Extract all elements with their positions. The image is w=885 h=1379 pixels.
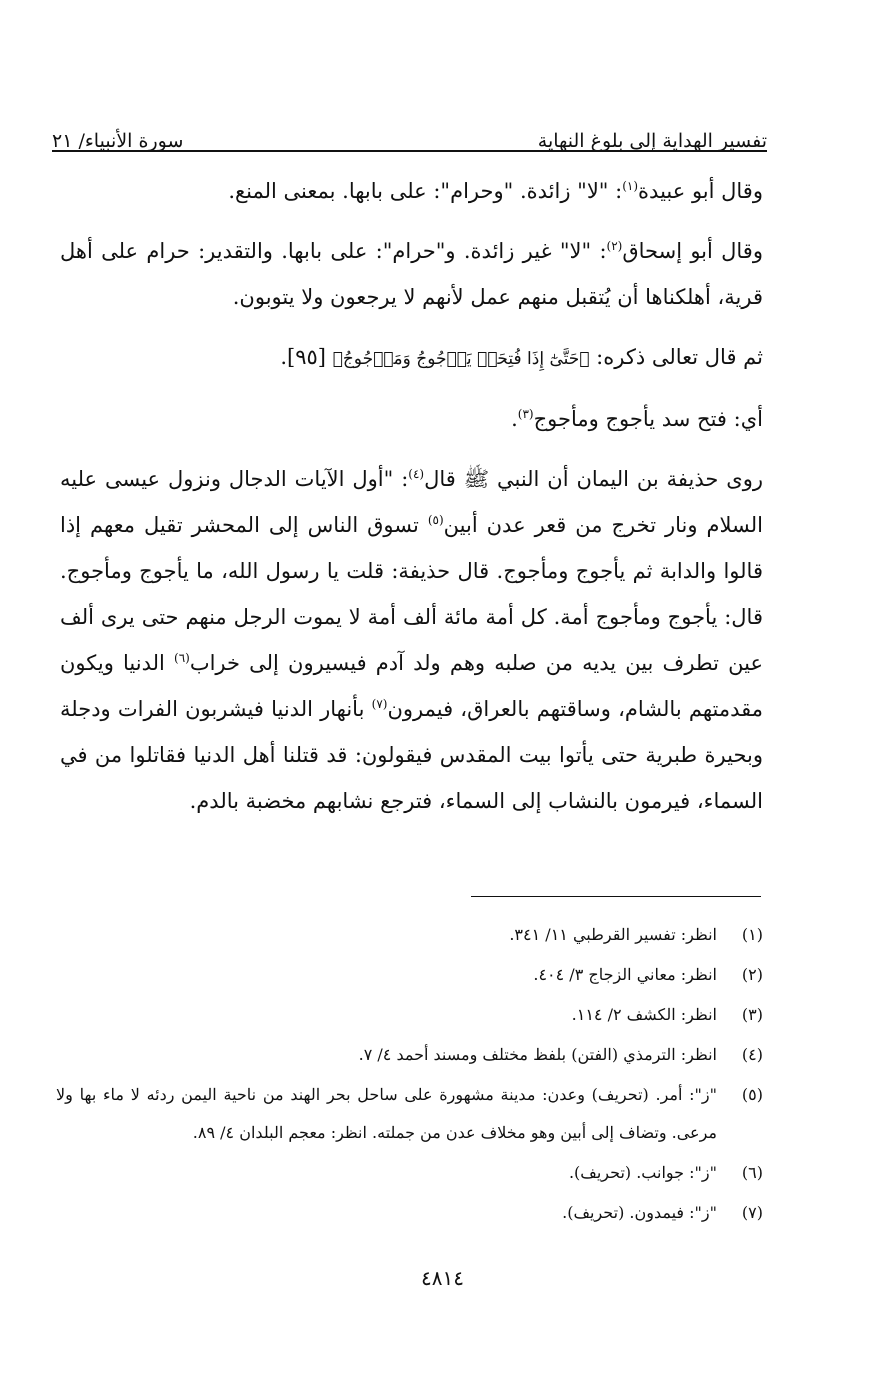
footnote-text: "ز": فيمدون. (تحريف). [562,1203,717,1222]
paragraph-text: وقال أبو إسحاق [622,239,763,263]
paragraph-text: : "لا" غير زائدة. و"حرام": على بابها. والتقدير: حرام على أهل قرية، أهلكناها أن يُتقبل منهم عمل لأنهم لا يرجعون ولا يتوبون. [60,239,763,309]
quran-verse: ﴿حَتَّىٰٓ إِذَا فُتِحَتۡ يَأۡجُوجُ وَمَأۡجُوجُ﴾ [332,349,590,369]
footnote-text: "ز": أمر. (تحريف) وعدن: مدينة مشهورة على ساحل بحر الهند من ناحية اليمن ردئه لا ماء بها ولا مرعى. وتضاف إلى أبين وهو مخلاف عدن من جملته. انظر: معجم البلدان ٤/ ٨٩. [56,1085,717,1142]
surah-reference: سورة الأنبياء/ ٢١ [52,130,184,152]
header-rule [52,150,767,152]
paragraph-verse [60,334,763,382]
paragraph-text: أي: فتح سد يأجوج ومأجوج [533,407,763,431]
footnote-item [56,1154,763,1192]
footnote-ref[interactable]: (٤) [408,467,425,481]
footnote-number: (٥) [741,1085,763,1104]
footnote-ref[interactable]: (١) [622,179,639,193]
paragraph-hadith [60,456,763,824]
footnote-number: (٧) [741,1203,763,1222]
footnote-item [56,1194,763,1232]
footnote-text: انظر: تفسير القرطبي ١١/ ٣٤١. [509,925,717,944]
footnotes [56,916,763,1234]
paragraph-text: ثم قال تعالى ذكره: [589,345,763,369]
footnote-ref[interactable]: (٦) [174,651,190,665]
running-header [52,112,767,152]
paragraph-text: تسوق الناس إلى المحشر تقيل معهم إذا قالوا والدابة ثم يأجوج ومأجوج. قال حذيفة: قلت يا رسول الله، ما يأجوج ومأجوج. قال: يأجوج ومأجوج أمة. كل أمة مائة ألف أمة لا يموت الرجل منهم حتى يرى ألف عين تطرف بين يديه من صلبه وهم ولد آدم فيسيرون إلى خراب [60,513,763,675]
footnote-rule [471,896,761,897]
verse-number: [٩٥]. [280,345,333,369]
footnote-ref[interactable]: (٢) [606,239,623,253]
footnote-number: (٤) [741,1045,763,1064]
paragraph-text: بأنهار الدنيا فيشربون الفرات ودجلة وبحيرة طبرية حتى يأتوا بيت المقدس فيقولون: قد قتلنا أهل الدنيا فقاتلوا من في السماء، فيرمون بالنشاب إلى السماء، فترجع نشابهم مخضبة بالدم. [60,697,763,813]
book-title: تفسير الهداية إلى بلوغ النهاية [537,130,767,152]
paragraph-abu-ishaq [60,228,763,320]
paragraph-text: روى حذيفة بن اليمان أن النبي ﷺ قال [424,467,763,491]
main-text [60,168,763,838]
footnote-text: انظر: الكشف ٢/ ١١٤. [571,1005,717,1024]
footnote-item [56,1036,763,1074]
footnote-number: (٦) [741,1163,763,1182]
paragraph-text: : "أول الآيات الدجال ونزول عيسى عليه السلام ونار تخرج من قعر عدن أبين [60,467,763,537]
footnote-text: انظر: الترمذي (الفتن) بلفظ مختلف ومسند أحمد ٤/ ٧. [358,1045,717,1064]
footnote-number: (٣) [741,1005,763,1024]
page-number: ٤٨١٤ [421,1266,464,1290]
paragraph-abu-ubayda [60,168,763,214]
footnote-number: (٢) [741,965,763,984]
footnote-item [56,1076,763,1152]
footnote-item [56,916,763,954]
paragraph-text: الدنيا ويكون مقدمتهم بالشام، وساقتهم بالعراق، فيمرون [60,651,763,721]
paragraph-text: وقال أبو عبيدة [638,179,763,203]
footnote-item [56,996,763,1034]
paragraph-text: . [511,407,518,431]
footnote-item [56,956,763,994]
paragraph-text: : "لا" زائدة. "وحرام": على بابها. بمعنى المنع. [228,179,623,203]
footnote-ref[interactable]: (٥) [427,513,444,527]
footnote-ref[interactable]: (٣) [517,407,534,421]
footnote-ref[interactable]: (٧) [371,697,388,711]
paragraph-explanation [60,396,763,442]
footnote-text: "ز": جوانب. (تحريف). [568,1163,717,1182]
footnote-text: انظر: معاني الزجاج ٣/ ٤٠٤. [533,965,717,984]
footnote-number: (١) [741,925,763,944]
